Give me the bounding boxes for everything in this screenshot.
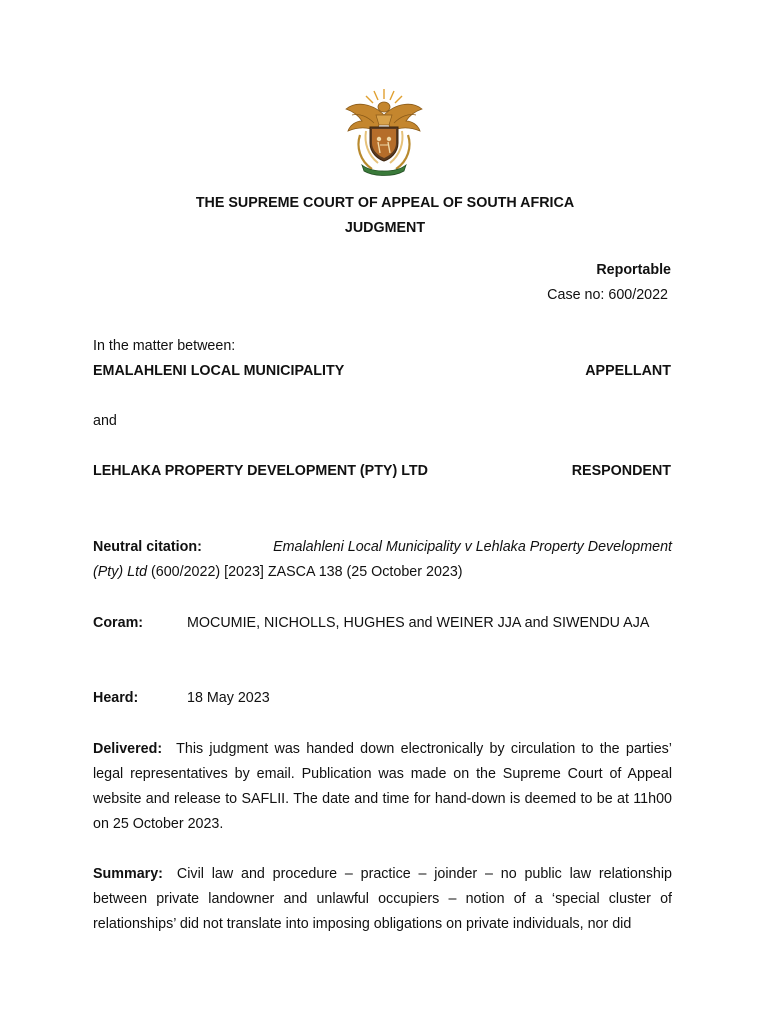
coat-of-arms-icon <box>342 85 426 177</box>
delivered-paragraph <box>93 737 672 837</box>
reportable-label: Reportable <box>596 262 671 278</box>
appellant-name: EMALAHLENI LOCAL MUNICIPALITY <box>93 363 345 379</box>
case-number: Case no: 600/2022 <box>547 287 668 303</box>
summary-label: Summary: <box>93 866 163 882</box>
summary-text: Civil law and procedure – practice – joinder – no public law relationship between private landowner and unlawful occupiers – notion of a ‘special cluster of relationships’ did not translate into imposing obligations on private individuals, nor did <box>93 866 672 932</box>
heard-label: Heard: <box>93 690 139 706</box>
appellant-role: APPELLANT <box>585 363 671 379</box>
delivered-text: This judgment was handed down electronically by circulation to the parties’ legal representatives by email. Publication was made on the Supreme Court of Appeal website and release to SAFLII. The date and time for hand-down is deemed to be at 11h00 on 25 October 2023. <box>93 741 672 832</box>
coram-label: Coram: <box>93 615 144 631</box>
respondent-role: RESPONDENT <box>571 463 671 479</box>
summary-paragraph <box>93 862 672 937</box>
case-name-line1: Emalahleni Local Municipality v Lehlaka Property Development <box>273 539 672 555</box>
case-name-line2: (Pty) Ltd <box>93 564 148 580</box>
heard-value: 18 May 2023 <box>187 690 270 706</box>
parties-intro: In the matter between: <box>93 338 236 354</box>
delivered-label: Delivered: <box>93 741 163 757</box>
and-separator: and <box>93 413 117 429</box>
respondent-name: LEHLAKA PROPERTY DEVELOPMENT (PTY) LTD <box>93 463 428 479</box>
neutral-citation <box>93 535 672 585</box>
citation-reference: (600/2022) [2023] ZASCA 138 (25 October 2023) <box>147 564 463 580</box>
document-type: JUDGMENT <box>344 220 426 236</box>
court-title: THE SUPREME COURT OF APPEAL OF SOUTH AFRICA <box>195 195 575 211</box>
neutral-citation-label: Neutral citation: <box>93 539 202 555</box>
coram-value: MOCUMIE, NICHOLLS, HUGHES and WEINER JJA and SIWENDU AJA <box>187 615 650 631</box>
